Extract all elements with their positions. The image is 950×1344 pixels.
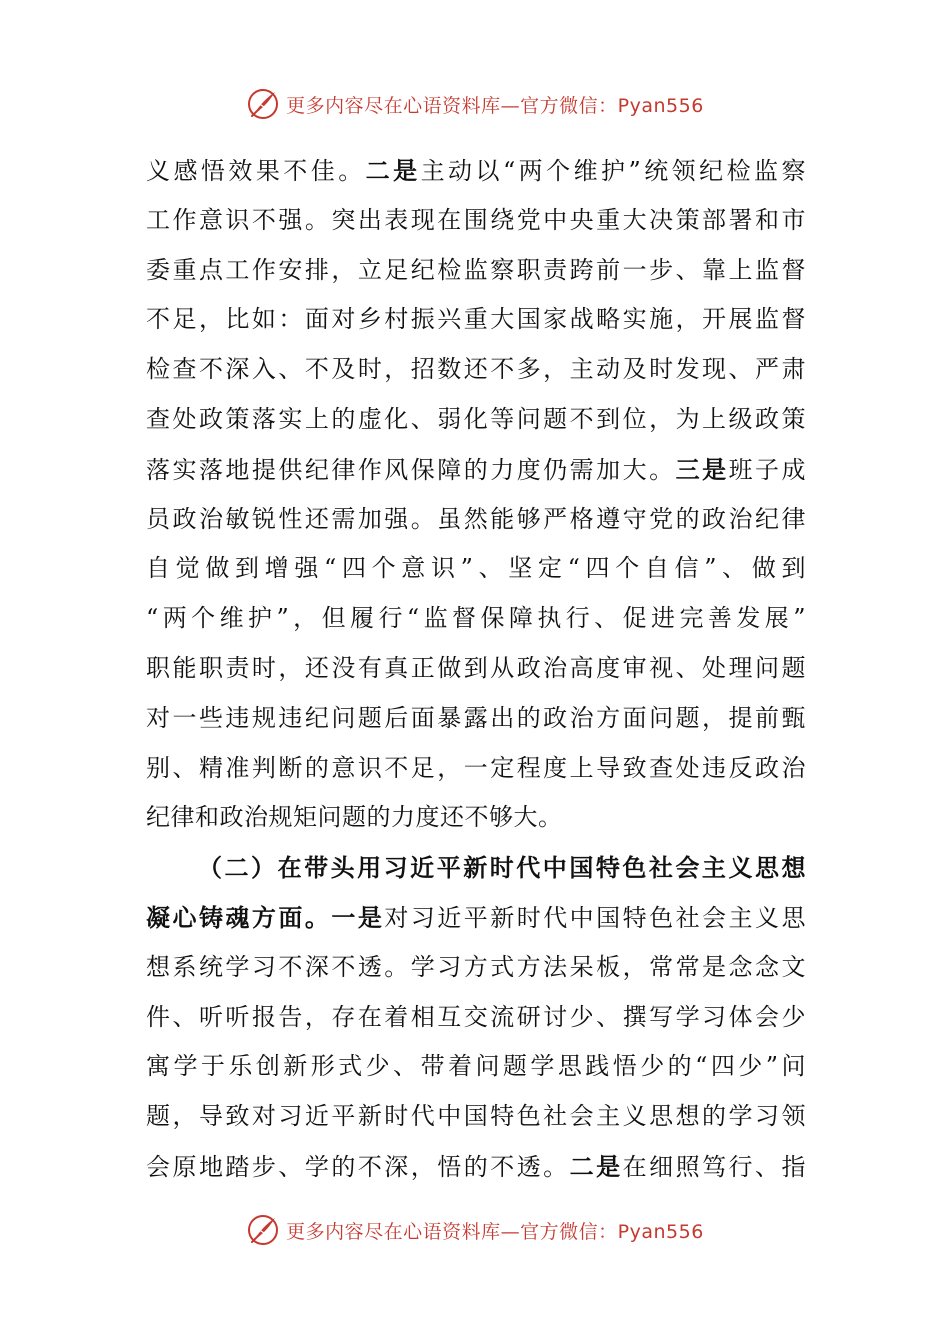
text-segment: 检查不深入、不及时，招数还不多，主动及时发现、严肃	[146, 355, 806, 384]
text-line	[146, 196, 806, 246]
bold-text-segment: 二是	[569, 1151, 623, 1181]
text-line	[146, 893, 806, 943]
text-line	[146, 744, 806, 794]
bold-text-segment: 凝心铸魂方面。	[146, 902, 332, 932]
watermark-header	[0, 84, 950, 124]
text-line	[146, 1092, 806, 1142]
bold-text-segment: 二是	[365, 156, 421, 185]
text-segment: 寓学于乐创新形式少、带着问题学思践悟少的“四少”问	[146, 1052, 806, 1081]
text-segment: 班子成	[728, 455, 807, 484]
feather-pen-logo-icon	[246, 87, 280, 121]
text-line	[146, 295, 806, 345]
text-segment: 题，导致对习近平新时代中国特色社会主义思想的学习领	[146, 1102, 806, 1131]
watermark-wechat-id: Pyan556	[617, 94, 704, 117]
text-segment: 在细照笃行、指	[622, 1152, 807, 1181]
document-body	[146, 146, 806, 1192]
text-segment: 职能职责时，还没有真正做到从政治高度审视、处理问题	[146, 653, 806, 682]
text-segment: 义感悟效果不佳。	[146, 157, 366, 185]
text-line	[146, 146, 806, 196]
text-line	[146, 395, 806, 445]
text-segment: 落实落地提供纪律作风保障的力度仍需加大。	[146, 455, 676, 484]
watermark-text: 更多内容尽在心语资料库—官方微信：Pyan556	[286, 1220, 704, 1243]
text-segment: 查处政策落实上的虚化、弱化等问题不到位，为上级政策	[146, 404, 806, 433]
text-line	[146, 943, 806, 993]
text-segment: 件、听听报告，存在着相互交流研讨少、撰写学习体会少	[146, 1002, 806, 1031]
text-line	[146, 445, 806, 495]
text-line	[146, 793, 806, 843]
text-line	[146, 544, 806, 594]
bold-text-segment: （二）在带头用习近平新时代中国特色社会主义思想	[198, 853, 806, 883]
text-segment: 工作意识不强。突出表现在围绕党中央重大决策部署和市	[146, 205, 806, 234]
text-segment: “两个维护”，但履行“监督保障执行、促进完善发展”	[146, 604, 806, 633]
text-line	[146, 1042, 806, 1092]
text-line	[146, 1142, 806, 1192]
text-segment: 对一些违规违纪问题后面暴露出的政治方面问题，提前甄	[146, 703, 806, 732]
text-segment: 会原地踏步、学的不深，悟的不透。	[146, 1152, 570, 1181]
text-segment: 员政治敏锐性还需加强。虽然能够严格遵守党的政治纪律	[146, 504, 806, 533]
text-line	[146, 644, 806, 694]
text-line	[146, 993, 806, 1043]
text-line	[146, 594, 806, 644]
watermark-text: 更多内容尽在心语资料库—官方微信：Pyan556	[286, 94, 704, 117]
text-segment: 主动以“两个维护”统领纪检监察	[420, 157, 807, 185]
text-segment: 纪律和政治规矩问题的力度还不够大。	[146, 803, 563, 832]
watermark-wechat-id: Pyan556	[617, 1220, 704, 1243]
text-segment: 别、精准判断的意识不足，一定程度上导致查处违反政治	[146, 753, 806, 782]
text-line	[146, 345, 806, 395]
feather-pen-logo-icon	[246, 1213, 280, 1247]
text-segment: 对习近平新时代中国特色社会主义思	[384, 903, 807, 932]
text-segment: 委重点工作安排，立足纪检监察职责跨前一步、靠上监督	[146, 255, 806, 284]
text-segment: 想系统学习不深不透。学习方式方法呆板，常常是念念文	[146, 952, 806, 981]
text-segment: 自觉做到增强“四个意识”、坚定“四个自信”、做到	[146, 554, 806, 583]
bold-text-segment: 三是	[675, 454, 729, 484]
text-line	[146, 843, 806, 893]
watermark-footer	[0, 1210, 950, 1250]
text-segment: 不足，比如：面对乡村振兴重大国家战略实施，开展监督	[146, 305, 806, 334]
text-line	[146, 246, 806, 296]
text-line	[146, 694, 806, 744]
bold-text-segment: 一是	[331, 902, 385, 932]
text-line	[146, 495, 806, 545]
